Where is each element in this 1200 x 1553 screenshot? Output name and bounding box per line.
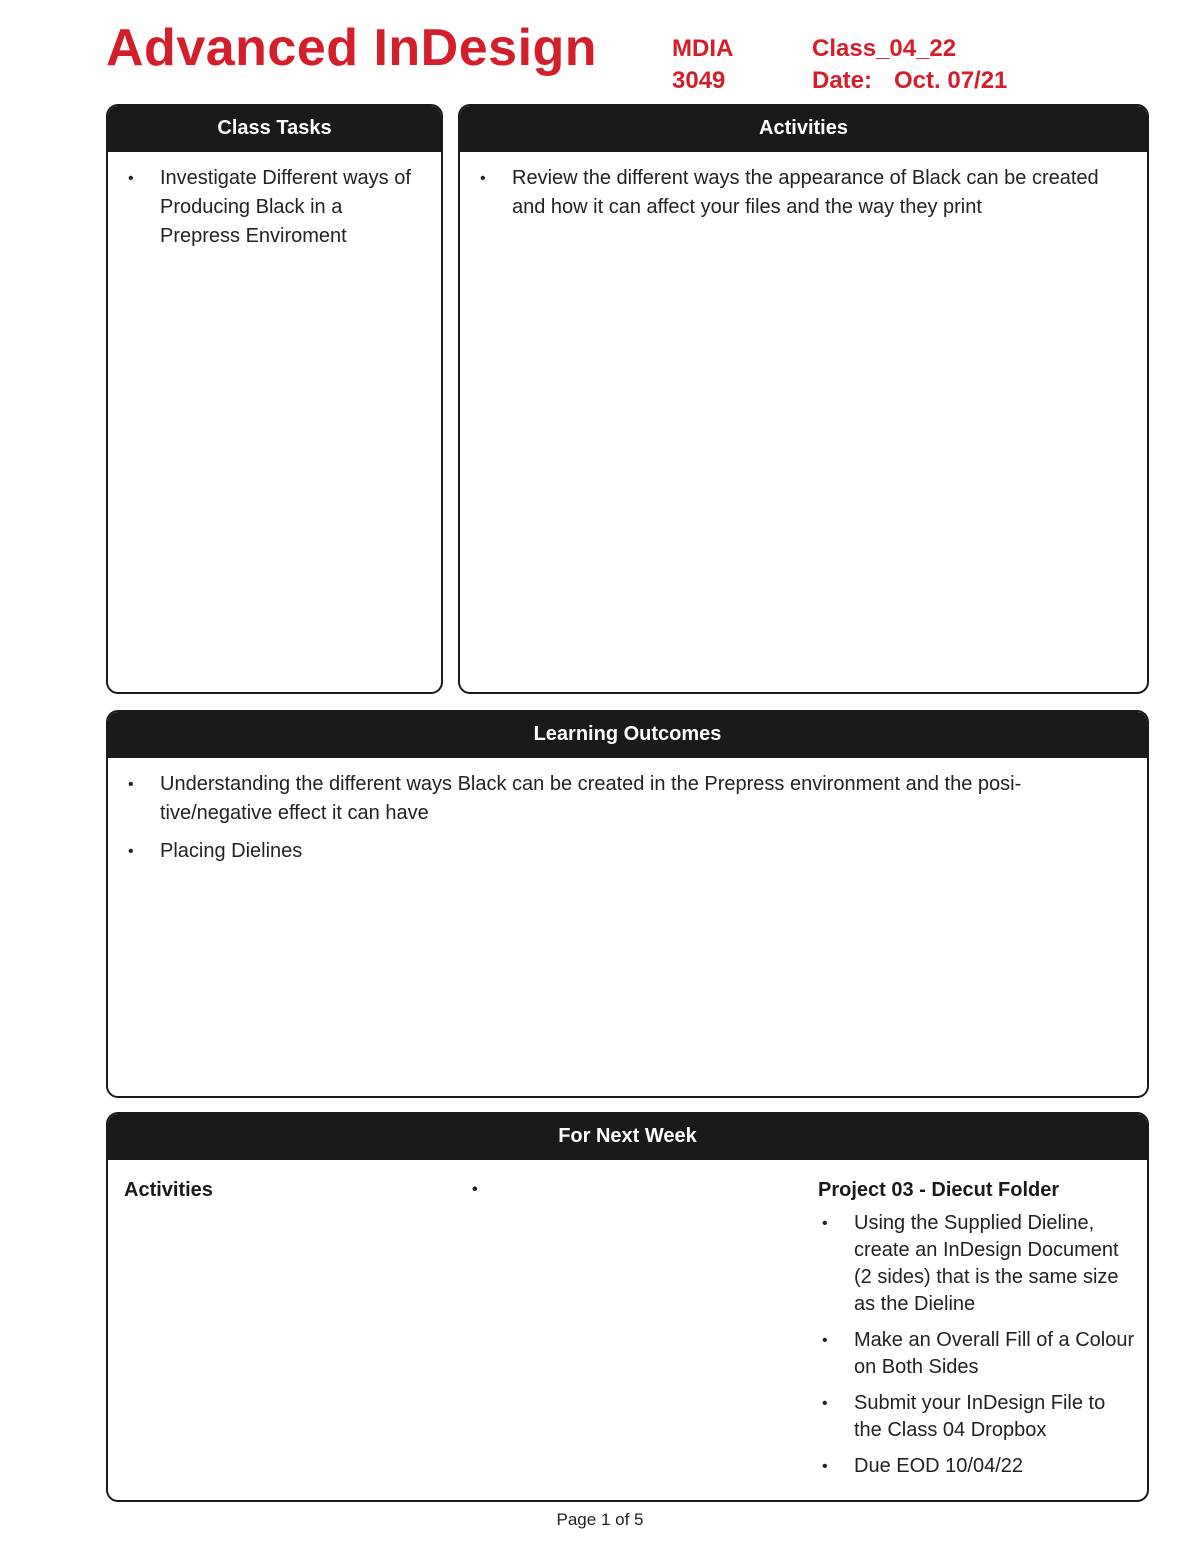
list-item-text: Make an Overall Fill of a Colour on Both Sides	[854, 1329, 1135, 1378]
next-week-heading: For Next Week	[108, 1114, 1147, 1160]
bullet-icon: •	[128, 776, 134, 793]
next-week-middle	[472, 1176, 772, 1210]
list-item-text: Understanding the different ways Black can be created in the Prepress environment and the posi-tive/negative effect it can have	[160, 773, 1022, 824]
page-title: Advanced InDesign	[106, 19, 598, 77]
list-item-text: Due EOD 10/04/22	[854, 1455, 1023, 1477]
list-item-text: Placing Dielines	[160, 840, 303, 862]
list-item	[818, 1327, 1138, 1381]
bullet-icon: •	[822, 1458, 828, 1475]
class-tasks-panel	[106, 104, 443, 694]
activities-panel	[458, 104, 1149, 694]
class-tasks-list	[124, 164, 425, 251]
learning-outcomes-list	[124, 770, 1111, 866]
date-value: Oct. 07/21	[894, 67, 1008, 94]
project-list	[818, 1210, 1138, 1480]
bullet-icon: •	[472, 1181, 478, 1198]
learning-outcomes-heading: Learning Outcomes	[108, 712, 1147, 758]
course-code	[672, 33, 733, 97]
next-week-activities-label: Activities	[124, 1179, 213, 1201]
page-number: Page 1 of 5	[556, 1510, 644, 1529]
list-item	[818, 1210, 1138, 1318]
next-week-panel	[106, 1112, 1149, 1502]
project-title: Project 03 - Diecut Folder	[818, 1179, 1060, 1201]
class-date	[812, 65, 1007, 97]
list-item-text: Submit your InDesign File to the Class 04 Dropbox	[854, 1392, 1106, 1441]
bullet-icon: •	[128, 170, 134, 187]
bullet-icon: •	[128, 843, 134, 860]
list-item-text: Review the different ways the appearance of Black can be created and how it can affect your files and the way they print	[512, 167, 1099, 218]
list-item	[818, 1390, 1138, 1444]
list-item	[818, 1453, 1138, 1480]
bullet-icon: •	[822, 1395, 828, 1412]
learning-outcomes-panel	[106, 710, 1149, 1098]
bullet-icon: •	[822, 1332, 828, 1349]
activities-list	[476, 164, 1131, 222]
next-week-project	[818, 1176, 1138, 1489]
list-item	[124, 837, 1111, 866]
list-item	[124, 770, 1111, 828]
course-code-line2: 3049	[672, 67, 726, 94]
bullet-icon: •	[822, 1215, 828, 1232]
list-item-text: Using the Supplied Dieline, create an InDesign Document (2 sides) that is the same size as the Dieline	[854, 1212, 1119, 1315]
bullet-icon: •	[480, 170, 486, 187]
activities-heading: Activities	[460, 106, 1147, 152]
class-tasks-heading: Class Tasks	[108, 106, 441, 152]
class-id: Class_04_22	[812, 35, 957, 62]
list-item-text: Investigate Different ways of Producing Black in a Prepress Enviroment	[160, 167, 411, 247]
next-week-activities	[124, 1176, 444, 1210]
course-code-line1: MDIA	[672, 35, 734, 62]
list-item	[124, 164, 425, 251]
class-meta	[812, 33, 1007, 97]
list-item	[476, 164, 1117, 222]
date-label: Date:	[812, 67, 873, 94]
